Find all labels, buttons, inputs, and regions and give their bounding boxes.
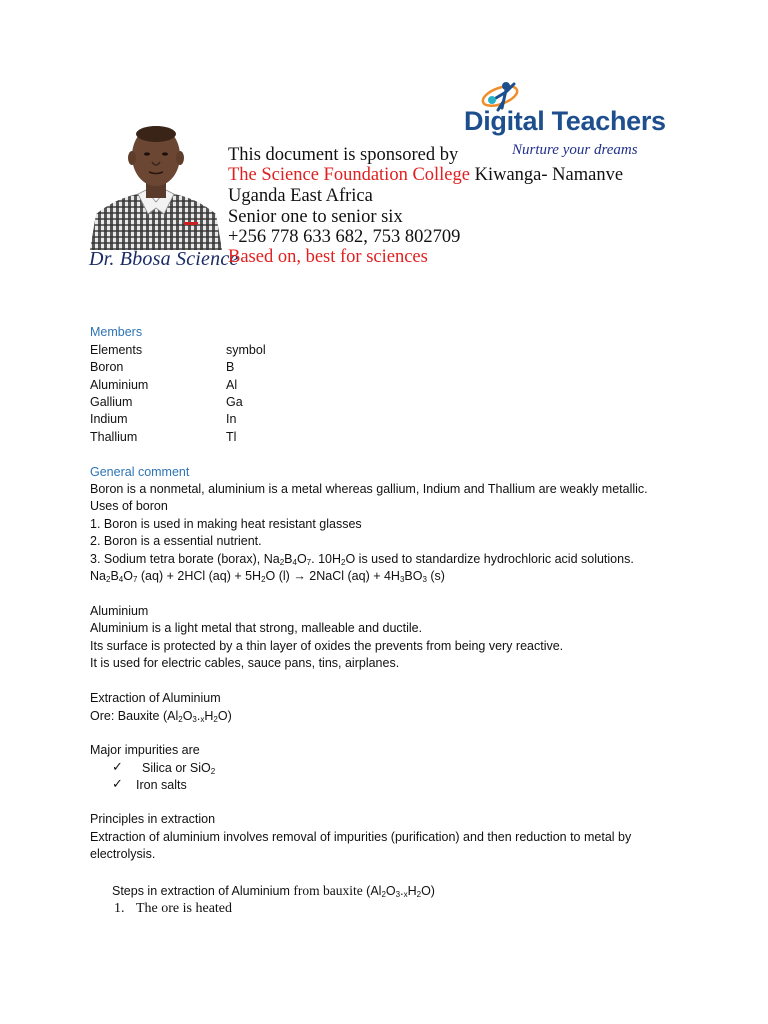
use-item-borax: 3. Sodium tetra borate (borax), $Na_2B_4O_7$. $10H_2O$ is used to standardize hydrochloric acid solutions. <box>90 552 634 567</box>
impurities-heading: Major impurities are <box>90 743 200 757</box>
element-symbol: Al <box>226 378 238 392</box>
step-number: 1. <box>114 901 125 916</box>
element-symbol: Ga <box>226 395 243 409</box>
step-item <box>114 901 232 917</box>
element-symbol: In <box>226 412 237 426</box>
aluminium-heading: Aluminium <box>90 604 149 618</box>
element-symbol: Tl <box>226 430 237 444</box>
col-elements: Elements <box>90 343 143 357</box>
sponsor-banner <box>86 78 664 278</box>
aluminium-line: Its surface is protected by a thin layer of oxides the prevents from being very reactive. <box>90 639 564 653</box>
logo-title: Digital Teachers <box>464 106 666 136</box>
step-text: The ore is heated <box>136 901 233 916</box>
college-line <box>228 166 623 185</box>
college-location: Kiwanga- Namanve <box>469 165 624 185</box>
col-symbol: symbol <box>226 343 266 357</box>
author-signature: Dr. Bbosa Science <box>89 248 239 270</box>
general-comment-heading: General comment <box>90 465 190 479</box>
table-row <box>90 360 235 374</box>
aluminium-line: Aluminium is a light metal that strong, malleable and ductile. <box>90 621 423 635</box>
ore-line: Ore: Bauxite $(Al_2O_3._xH_2O)$ <box>90 709 232 724</box>
motto-line: Based on, best for sciences <box>228 247 428 267</box>
table-row <box>90 430 237 444</box>
impurity-item: Silica or SiO$_2$ <box>142 761 216 776</box>
steps-heading: Steps in extraction of Aluminium from bauxite $(Al_2O_3._xH_2O)$ <box>112 883 435 899</box>
extraction-heading: Extraction of Aluminium <box>90 691 221 705</box>
author-portrait <box>86 122 226 250</box>
principles-line: electrolysis. <box>90 847 156 861</box>
phone-line: +256 778 633 682, 753 802709 <box>228 227 461 247</box>
uses-heading: Uses of boron <box>90 499 168 513</box>
college-name: The Science Foundation College <box>228 165 470 185</box>
country-line: Uganda East Africa <box>228 186 373 206</box>
portrait-image <box>86 122 226 250</box>
checkmark-icon: ✓ <box>112 759 123 774</box>
use-item: 2. Boron is a essential nutrient. <box>90 534 262 548</box>
element-name: Boron <box>90 360 124 374</box>
table-row <box>90 412 237 426</box>
sponsor-line: This document is sponsored by <box>228 145 459 165</box>
members-header-row <box>90 343 266 357</box>
logo-slogan: Nurture your dreams <box>512 142 638 158</box>
element-name: Indium <box>90 412 128 426</box>
impurity-item: Iron salts <box>136 778 187 792</box>
members-heading: Members <box>90 325 143 339</box>
element-name: Thallium <box>90 430 138 444</box>
element-name: Aluminium <box>90 378 149 392</box>
levels-line: Senior one to senior six <box>228 207 403 227</box>
checkmark-icon: ✓ <box>112 776 123 791</box>
table-row <box>90 395 243 409</box>
general-paragraph: Boron is a nonmetal, aluminium is a metal whereas gallium, Indium and Thallium are weakly metallic. <box>90 482 648 496</box>
use-item: 1. Boron is used in making heat resistant glasses <box>90 517 362 531</box>
table-row <box>90 378 238 392</box>
aluminium-line: It is used for electric cables, sauce pans, tins, airplanes. <box>90 656 400 670</box>
element-name: Gallium <box>90 395 133 409</box>
element-symbol: B <box>226 360 235 374</box>
principles-heading: Principles in extraction <box>90 812 216 826</box>
principles-line: Extraction of aluminium involves removal of impurities (purification) and then reduction to metal by <box>90 830 632 844</box>
borax-equation: $Na_2B_4O_7$ (aq) + 2HCl $(aq) + 5H_2O$ (l) → 2NaCl $(aq) + 4H_3BO_3$ (s) <box>90 569 445 584</box>
